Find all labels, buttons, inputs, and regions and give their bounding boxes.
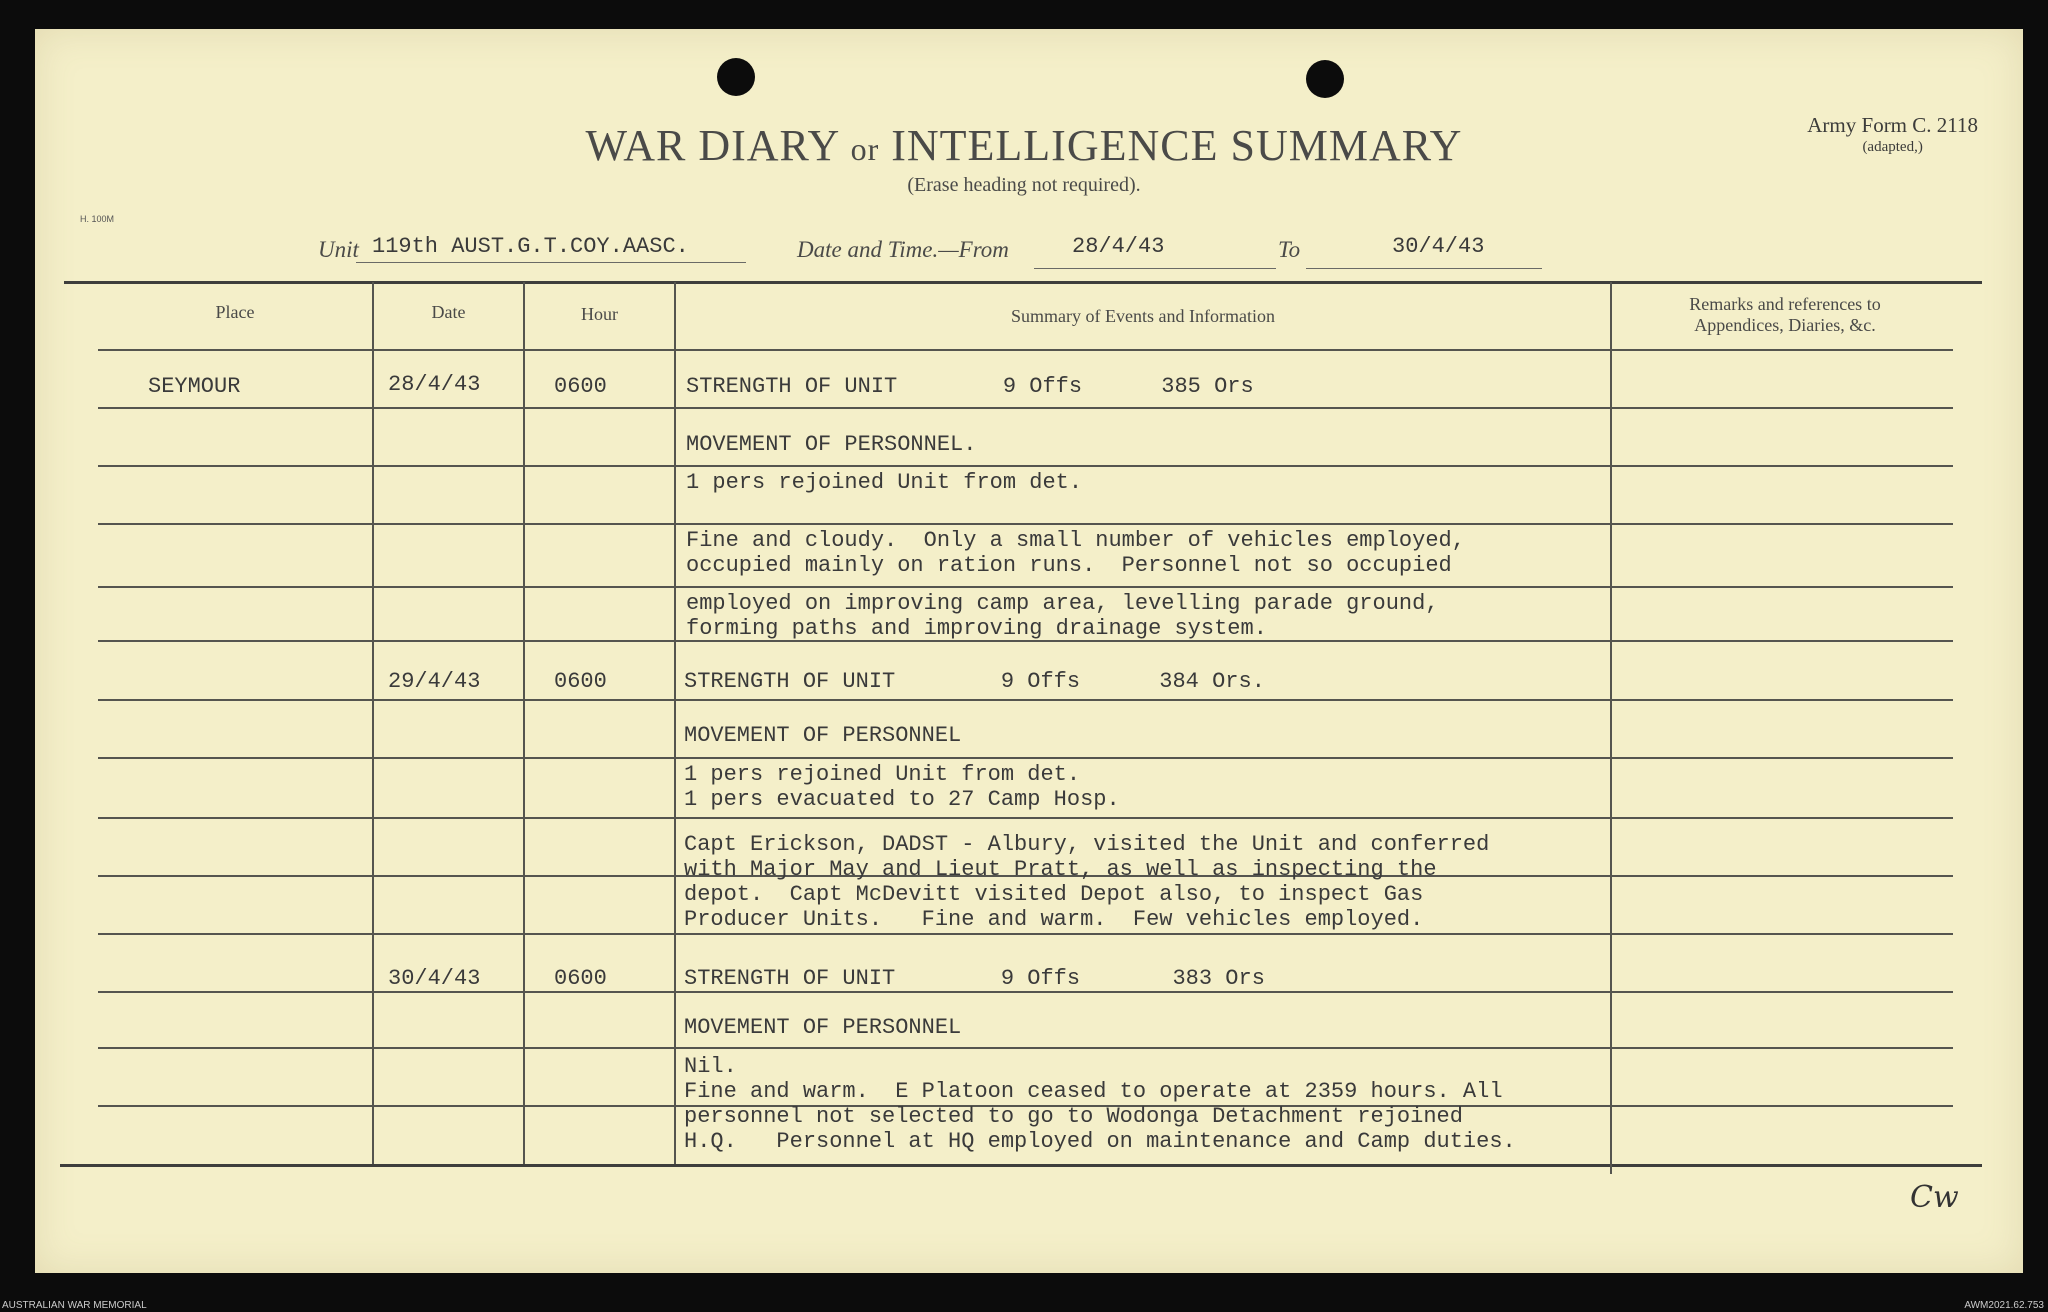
entry-notes-continued: employed on improving camp area, levelling parade ground, forming paths and improving drainage system. <box>686 591 1439 641</box>
entry-date: 30/4/43 <box>388 966 481 991</box>
row-rule <box>98 1047 1953 1049</box>
entry-movement-detail: 1 pers rejoined Unit from det. 1 pers evacuated to 27 Camp Hosp. <box>684 762 1120 812</box>
punch-hole-left <box>717 58 755 96</box>
entry-movement: MOVEMENT OF PERSONNEL. <box>686 432 977 457</box>
table-bottom-rule <box>60 1164 1982 1167</box>
row-rule <box>98 586 1953 588</box>
entry-movement: MOVEMENT OF PERSONNEL <box>684 723 962 748</box>
column-divider-place <box>372 282 374 1164</box>
row-rule <box>98 523 1953 525</box>
entry-hour: 0600 <box>554 669 607 694</box>
entry-strength: STRENGTH OF UNIT 9 Offs 385 Ors <box>686 374 1254 399</box>
col-header-date: Date <box>431 302 466 322</box>
entry-place: SEYMOUR <box>148 374 241 399</box>
column-divider-summary <box>1610 282 1612 1174</box>
title-war-diary: WAR DIARY <box>585 121 839 170</box>
entry-strength: STRENGTH OF UNIT 9 Offs 384 Ors. <box>684 669 1265 694</box>
title-or: or <box>850 131 880 167</box>
army-form-reference <box>1807 112 1978 157</box>
col-header-hour: Hour <box>581 304 618 324</box>
unit-value: 119th AUST.G.T.COY.AASC. <box>372 234 689 259</box>
army-form-number: Army Form C. 2118 <box>1807 113 1978 137</box>
col-header-remarks: Remarks and references to Appendices, Diaries, &c. <box>1689 294 1881 335</box>
date-from-label: Date and Time.—From <box>797 237 1009 262</box>
col-header-summary: Summary of Events and Information <box>1011 306 1275 326</box>
table-top-rule <box>64 281 1982 284</box>
date-to-label: To <box>1278 237 1301 262</box>
unit-label: Unit <box>318 237 359 262</box>
entry-hour: 0600 <box>554 966 607 991</box>
entry-date: 29/4/43 <box>388 669 481 694</box>
date-to-underline <box>1306 268 1542 269</box>
entry-movement-detail: 1 pers rejoined Unit from det. <box>686 470 1083 495</box>
row-rule <box>98 465 1953 467</box>
handwritten-initials: Cw <box>1910 1180 1959 1215</box>
row-rule <box>98 407 1953 409</box>
col-header-place: Place <box>215 302 255 322</box>
entry-date: 28/4/43 <box>388 372 481 397</box>
row-rule <box>98 991 1953 993</box>
row-rule <box>98 349 1953 351</box>
row-rule <box>98 757 1953 759</box>
entry-hour: 0600 <box>554 374 607 399</box>
row-rule <box>98 699 1953 701</box>
column-divider-date <box>523 282 525 1164</box>
date-to-value: 30/4/43 <box>1392 234 1485 259</box>
column-divider-hour <box>674 282 676 1164</box>
row-rule <box>98 933 1953 935</box>
footer-right: AWM2021.62.753 <box>1964 1300 2044 1311</box>
row-rule <box>98 817 1953 819</box>
subtitle: (Erase heading not required). <box>907 174 1141 196</box>
entry-notes: Nil. Fine and warm. E Platoon ceased to operate at 2359 hours. All personnel not selected to go to Wodonga Detachment rejoined H.Q. Personnel at HQ employed on maintenance and Camp duties. <box>684 1054 1516 1154</box>
army-form-note: (adapted,) <box>1862 139 1923 156</box>
date-from-underline <box>1034 268 1276 269</box>
date-from-value: 28/4/43 <box>1072 234 1165 259</box>
title-intelligence-summary: INTELLIGENCE SUMMARY <box>891 121 1463 170</box>
unit-underline <box>356 262 746 263</box>
entry-strength: STRENGTH OF UNIT 9 Offs 383 Ors <box>684 966 1265 991</box>
form-code: H. 100M <box>80 214 115 224</box>
entry-movement: MOVEMENT OF PERSONNEL <box>684 1015 962 1040</box>
footer-left: AUSTRALIAN WAR MEMORIAL <box>2 1300 147 1311</box>
entry-notes: Fine and cloudy. Only a small number of vehicles employed, occupied mainly on ration runs. Personnel not so occupied <box>686 528 1465 578</box>
page-title <box>0 120 2048 171</box>
entry-notes: Capt Erickson, DADST - Albury, visited the Unit and conferred with Major May and Lieut Pratt, as well as inspecting the depot. Capt McDevitt visited Depot also, to inspect Gas Producer Units. Fine and warm. Few vehicles employed. <box>684 832 1490 932</box>
punch-hole-right <box>1306 60 1344 98</box>
